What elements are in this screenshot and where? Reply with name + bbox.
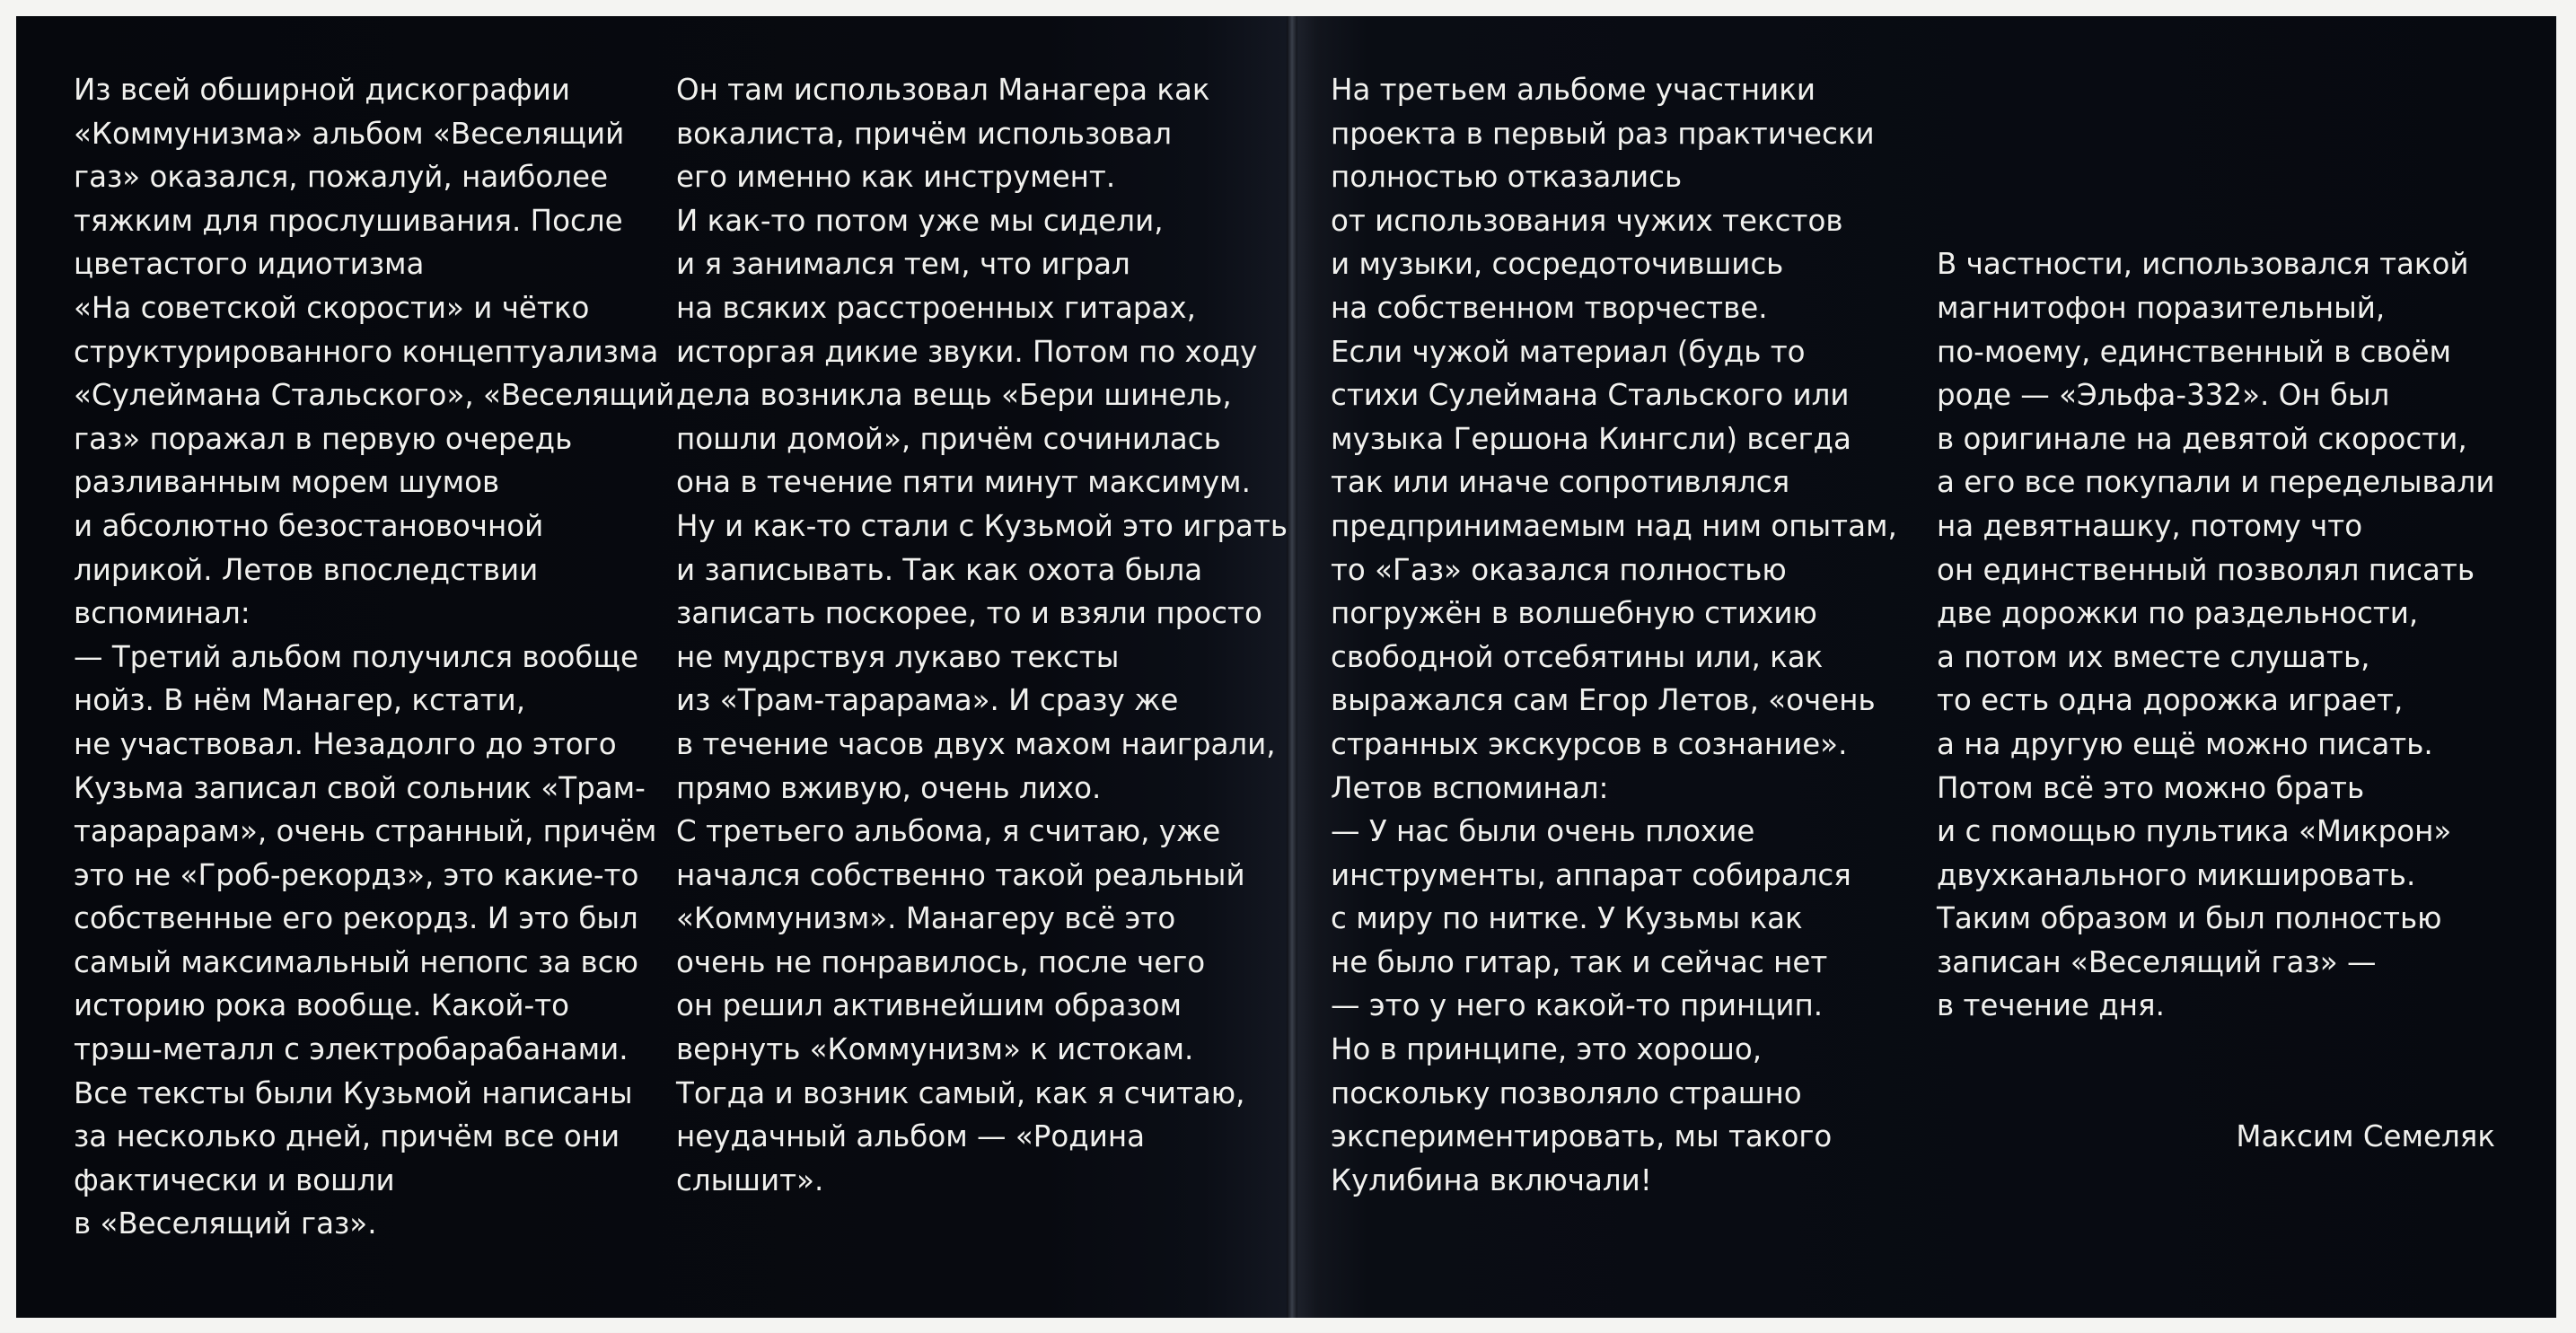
text-line: не было гитар, так и сейчас нет [1331, 944, 1828, 979]
text-line: стихи Сулеймана Стальского или [1331, 378, 1850, 413]
text-line: по-моему, единственный в своём [1937, 334, 2451, 369]
text-line: в оригинале на девятой скорости, [1937, 421, 2467, 456]
text-line: слышит». [676, 1162, 824, 1197]
text-line: так или иначе сопротивлялся [1331, 465, 1790, 500]
text-line: Кузьма записал свой сольник «Трам- [74, 770, 646, 805]
text-line: тяжким для прослушивания. После [74, 203, 623, 238]
text-column-1 [74, 68, 674, 1246]
text-line: а на другую ещё можно писать. [1937, 726, 2433, 761]
text-line: вспоминал: [74, 596, 251, 631]
text-line: начался собственно такой реальный [676, 857, 1245, 892]
text-line: поскольку позволяло страшно [1331, 1075, 1802, 1110]
text-line: дела возникла вещь «Бери шинель, [676, 378, 1232, 413]
text-line: странных экскурсов в сознание». [1331, 726, 1848, 761]
text-line: неудачный альбом — «Родина [676, 1119, 1145, 1154]
text-line: Ну и как-то стали с Кузьмой это играть [676, 508, 1288, 543]
text-line: он единственный позволял писать [1937, 552, 2475, 587]
text-line: нойз. В нём Манагер, кстати, [74, 683, 526, 718]
text-line: Кулибина включали! [1331, 1162, 1652, 1197]
text-line: «Сулеймана Стальского», «Веселящий [74, 378, 675, 413]
text-line: музыка Гершона Кингсли) всегда [1331, 421, 1851, 456]
text-line: его именно как инструмент. [676, 160, 1116, 195]
text-line: газ» оказался, пожалуй, наиболее [74, 160, 609, 195]
text-line: цветастого идиотизма [74, 247, 425, 282]
text-line: вернуть «Коммунизм» к истокам. [676, 1032, 1194, 1067]
text-line: свободной отсебятины или, как [1331, 639, 1824, 674]
text-line: Таким образом и был полностью [1937, 901, 2442, 936]
text-line: Если чужой материал (будь то [1331, 334, 1806, 369]
text-line: на всяких расстроенных гитарах, [676, 290, 1196, 325]
text-line: полностью отказались [1331, 160, 1683, 195]
text-line: Потом всё это можно брать [1937, 770, 2365, 805]
text-line: выражался сам Егор Летов, «очень [1331, 683, 1876, 718]
text-line: «Коммунизма» альбом «Веселящий [74, 116, 625, 151]
text-line: не мудрствуя лукаво тексты [676, 639, 1120, 674]
text-line: — У нас были очень плохие [1331, 814, 1755, 849]
text-column-3 [1331, 68, 1897, 1202]
text-line: роде — «Эльфа-332». Он был [1937, 378, 2390, 413]
column-4-body [1937, 155, 2495, 1246]
text-line: и с помощью пультика «Микрон» [1937, 814, 2452, 849]
text-line: фактически и вошли [74, 1162, 395, 1197]
text-line: в «Веселящий газ». [74, 1206, 377, 1241]
text-line: и музыки, сосредоточившись [1331, 247, 1784, 282]
text-line: тарарарам», очень странный, причём [74, 814, 657, 849]
text-line: две дорожки по раздельности, [1937, 596, 2419, 631]
text-line: Но в принципе, это хорошо, [1331, 1032, 1763, 1067]
text-line: то есть одна дорожка играет, [1937, 683, 2404, 718]
text-line: от использования чужих текстов [1331, 203, 1843, 238]
text-line: пошли домой», причём сочинилась [676, 421, 1221, 456]
text-line: в течение часов двух махом наиграли, [676, 726, 1276, 761]
text-line: «Коммунизм». Манагеру всё это [676, 901, 1176, 936]
text-line: исторгая дикие звуки. Потом по ходу [676, 334, 1258, 369]
text-column-4 [1937, 68, 2495, 1333]
text-line: магнитофон поразительный, [1937, 290, 2386, 325]
text-line: «На советской скорости» и чётко [74, 290, 590, 325]
text-line: на собственном творчестве. [1331, 290, 1768, 325]
text-line: и абсолютно безостановочной [74, 508, 544, 543]
text-line: Из всей обширной дискографии [74, 73, 571, 107]
text-line: а его все покупали и переделывали [1937, 465, 2495, 500]
text-line: И как-то потом уже мы сидели, [676, 203, 1164, 238]
text-line: он решил активнейшим образом [676, 988, 1182, 1023]
text-line: очень не понравилось, после чего [676, 944, 1206, 979]
text-line: трэш-металл с электробарабанами. [74, 1032, 629, 1067]
text-line: и я занимался тем, что играл [676, 247, 1130, 282]
text-line: за несколько дней, причём все они [74, 1119, 620, 1154]
text-line: из «Трам-тарарама». И сразу же [676, 683, 1179, 718]
text-line: это не «Гроб-рекордз», это какие-то [74, 857, 639, 892]
text-line: записать поскорее, то и взяли просто [676, 596, 1262, 631]
text-line: собственные его рекордз. И это был [74, 901, 638, 936]
column-4-lines [1937, 242, 2495, 1028]
text-line: структурированного концептуализма [74, 334, 659, 369]
booklet-spine [1287, 16, 1297, 1318]
text-line: она в течение пяти минут максимум. [676, 465, 1251, 500]
text-line: На третьем альбоме участники [1331, 73, 1816, 107]
text-line: не участвовал. Незадолго до этого [74, 726, 617, 761]
text-line: Летов вспоминал: [1331, 770, 1609, 805]
text-line: а потом их вместе слушать, [1937, 639, 2370, 674]
text-line: — это у него какой-то принцип. [1331, 988, 1824, 1023]
text-line: Все тексты были Кузьмой написаны [74, 1075, 633, 1110]
text-line: В частности, использовался такой [1937, 247, 2469, 282]
text-line: и записывать. Так как охота была [676, 552, 1203, 587]
text-column-2 [676, 68, 1288, 1202]
text-line: историю рока вообще. Какой-то [74, 988, 570, 1023]
text-line: — Третий альбом получился вообще [74, 639, 638, 674]
text-line: Он там использовал Манагера как [676, 73, 1210, 107]
text-line: двухканального микшировать. [1937, 857, 2416, 892]
text-line: разливанным морем шумов [74, 465, 500, 500]
text-line: инструменты, аппарат собирался [1331, 857, 1851, 892]
text-line: в течение дня. [1937, 988, 2165, 1023]
text-line: С третьего альбома, я считаю, уже [676, 814, 1221, 849]
text-line: предпринимаемым над ним опытам, [1331, 508, 1897, 543]
text-line: Тогда и возник самый, как я считаю, [676, 1075, 1245, 1110]
author-signature: Максим Семеляк [2236, 1119, 2495, 1154]
text-line: самый максимальный непопс за всю [74, 944, 638, 979]
text-line: то «Газ» оказался полностью [1331, 552, 1787, 587]
text-line: с миру по нитке. У Кузьмы как [1331, 901, 1803, 936]
text-line: на девятнашку, потому что [1937, 508, 2363, 543]
text-line: проекта в первый раз практически [1331, 116, 1875, 151]
text-line: экспериментировать, мы такого [1331, 1119, 1833, 1154]
text-line: прямо вживую, очень лихо. [676, 770, 1102, 805]
text-line: записан «Веселящий газ» — [1937, 944, 2377, 979]
text-line: газ» поражал в первую очередь [74, 421, 573, 456]
text-line: погружён в волшебную стихию [1331, 596, 1817, 631]
text-line: вокалиста, причём использовал [676, 116, 1172, 151]
text-line: лирикой. Летов впоследствии [74, 552, 539, 587]
